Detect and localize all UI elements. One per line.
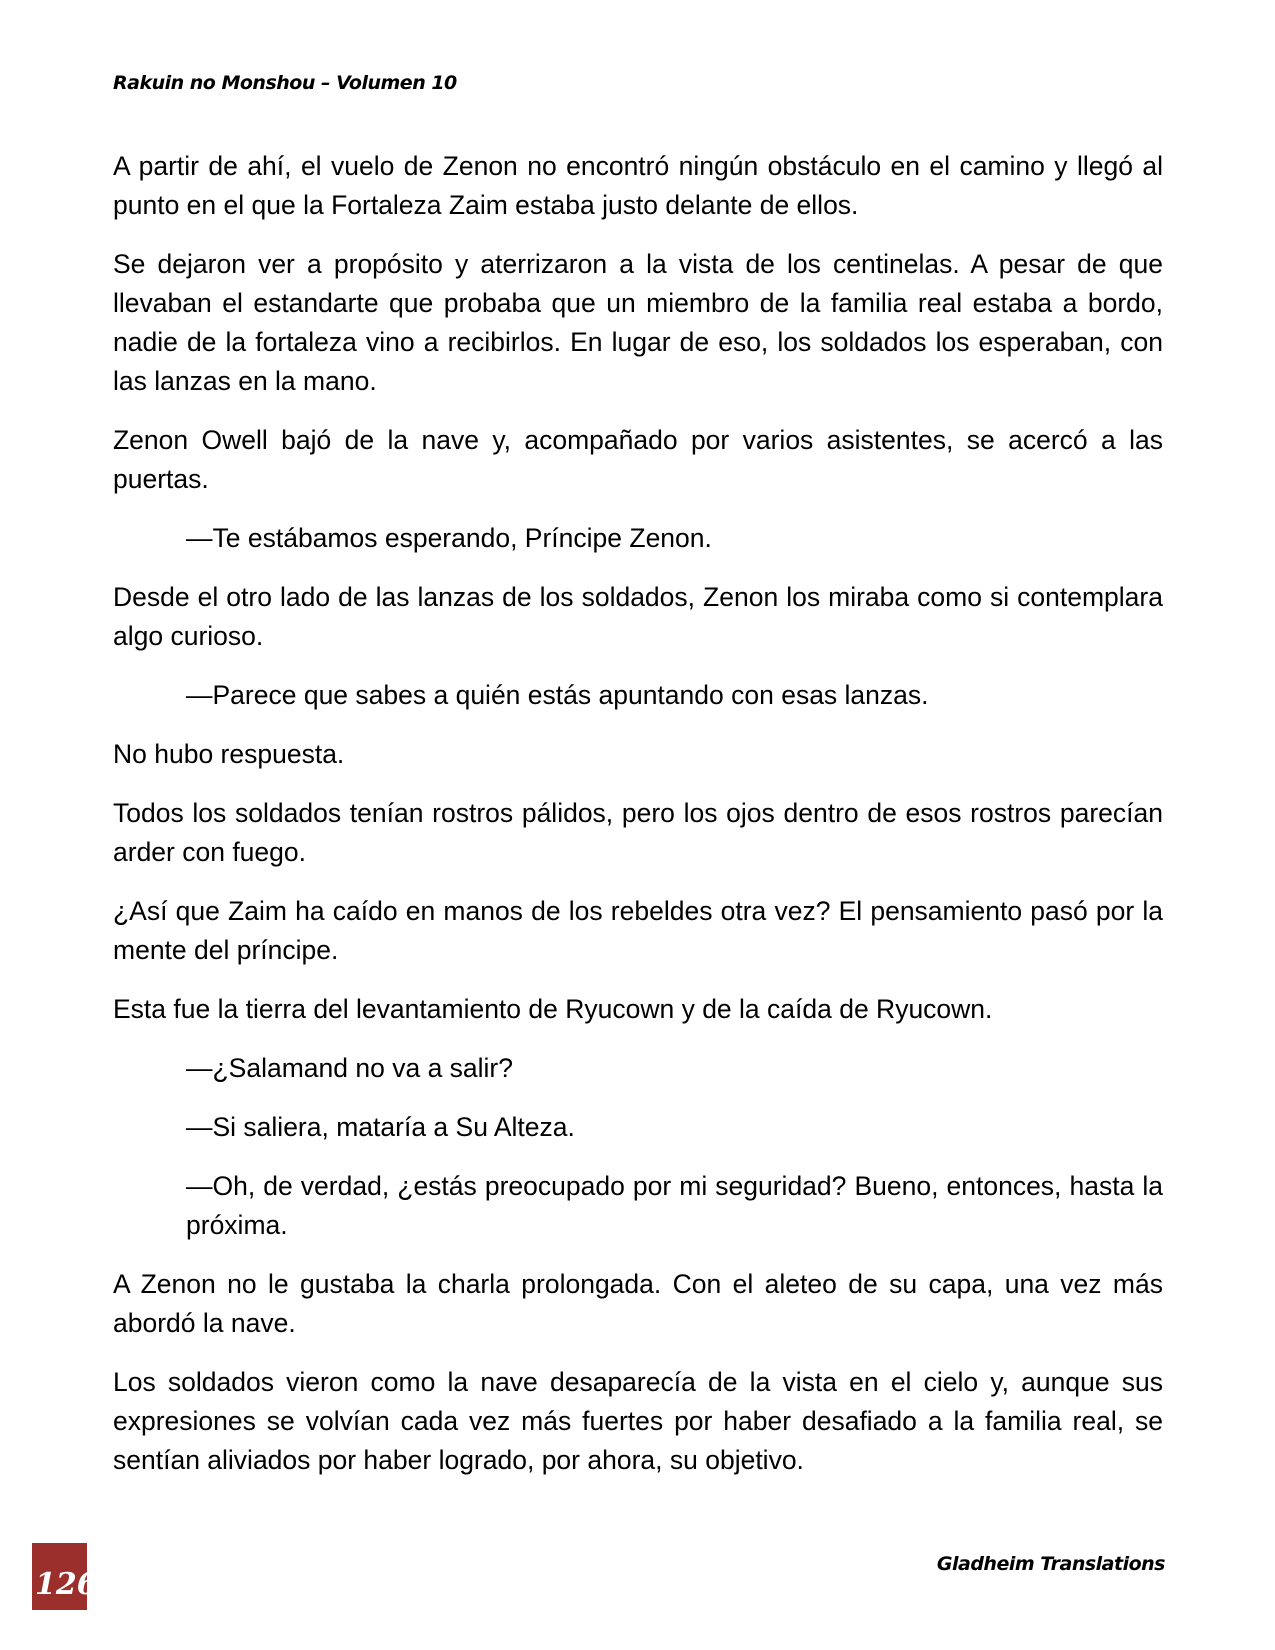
paragraph: Esta fue la tierra del levantamiento de Ryucown y de la caída de Ryucown. [113, 994, 993, 1024]
translator-credit: Gladheim Translations [936, 1553, 1165, 1575]
paragraph: Los soldados vieron como la nave desaparecía de la vista en el cielo y, aunque sus expresiones se volvían cada vez más fuertes por haber desafiado a la familia real, se sentían aliviados por haber logrado, por ahora, su objetivo. [113, 1367, 1163, 1475]
dialogue-line: —Te estábamos esperando, Príncipe Zenon. [186, 523, 712, 553]
paragraph: No hubo respuesta. [113, 739, 345, 769]
running-header: Rakuin no Monshou – Volumen 10 [113, 72, 457, 94]
dialogue-line: —¿Salamand no va a salir? [186, 1053, 513, 1083]
dialogue-line: —Oh, de verdad, ¿estás preocupado por mi seguridad? Bueno, entonces, hasta la próxima. [186, 1171, 1163, 1240]
paragraph: A Zenon no le gustaba la charla prolongada. Con el aleteo de su capa, una vez más abordó la nave. [113, 1269, 1163, 1338]
paragraph: Desde el otro lado de las lanzas de los soldados, Zenon los miraba como si contemplara algo curioso. [113, 582, 1163, 651]
dialogue-line: —Si saliera, mataría a Su Alteza. [186, 1112, 575, 1142]
paragraph: Zenon Owell bajó de la nave y, acompañado por varios asistentes, se acercó a las puertas. [113, 425, 1163, 494]
paragraph: A partir de ahí, el vuelo de Zenon no encontró ningún obstáculo en el camino y llegó al punto en el que la Fortaleza Zaim estaba justo delante de ellos. [113, 151, 1163, 220]
page-number: 126 [35, 1567, 98, 1602]
paragraph: Se dejaron ver a propósito y aterrizaron a la vista de los centinelas. A pesar de que llevaban el estandarte que probaba que un miembro de la familia real estaba a bordo, nadie de la fortaleza vino a recibirlos. En lugar de eso, los soldados los esperaban, con las lanzas en la mano. [113, 249, 1163, 396]
dialogue-line: —Parece que sabes a quién estás apuntando con esas lanzas. [186, 680, 929, 710]
paragraph: ¿Así que Zaim ha caído en manos de los rebeldes otra vez? El pensamiento pasó por la mente del príncipe. [113, 896, 1163, 965]
chapter-text [113, 147, 1163, 1500]
paragraph: Todos los soldados tenían rostros pálidos, pero los ojos dentro de esos rostros parecían arder con fuego. [113, 798, 1163, 867]
